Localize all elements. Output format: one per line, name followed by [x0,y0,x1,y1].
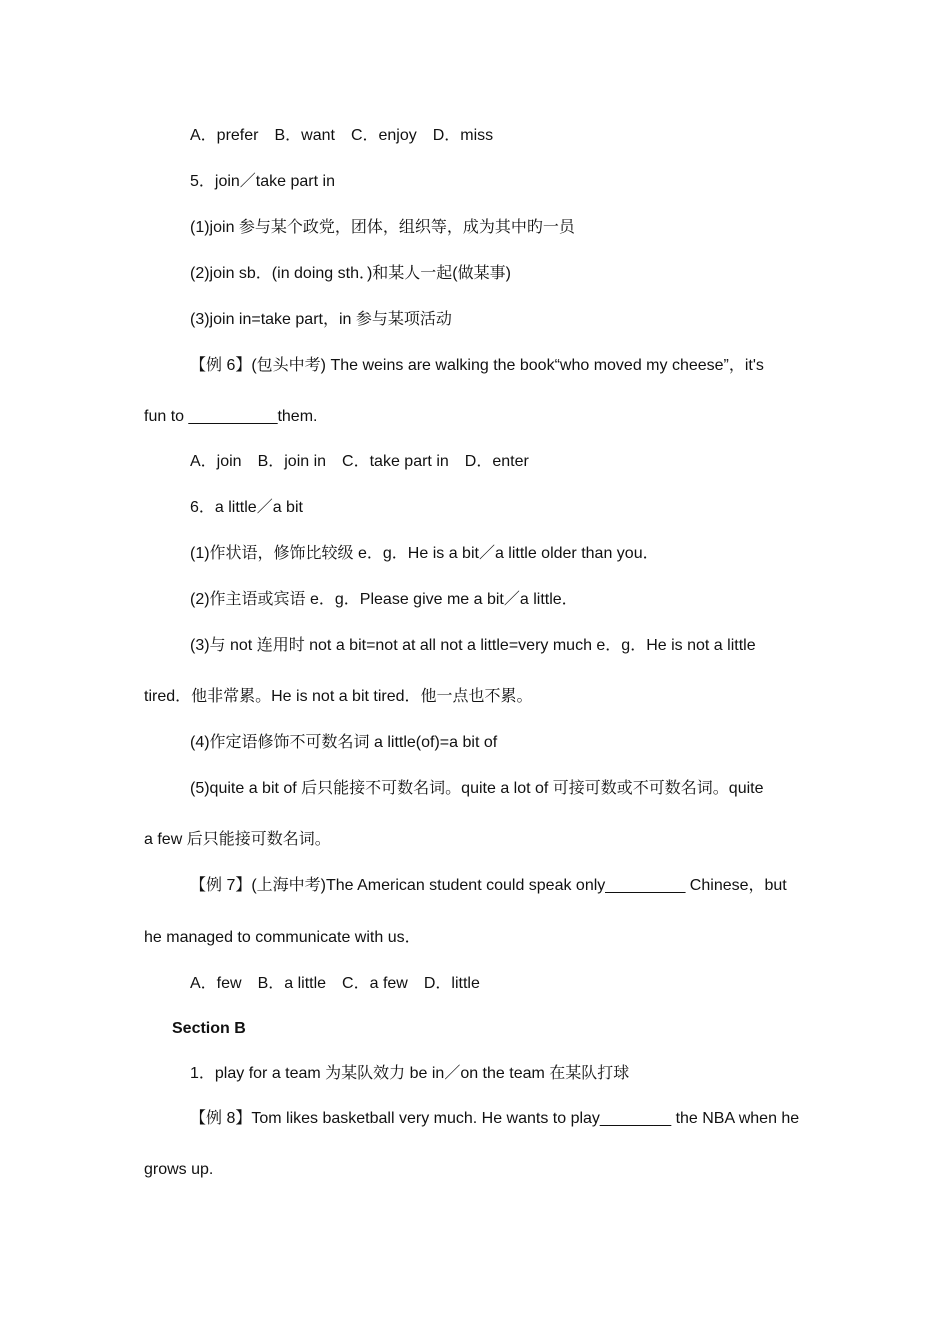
item6-point4: (4)作定语修饰不可数名词 a little(of)=a bit of [190,734,498,751]
example5-options: A．prefer B．want C．enjoy D．miss [190,127,494,144]
example7-options: A．few B．a little C．a few D．little [190,975,480,992]
example7-question-cont: he managed to communicate with us． [144,929,421,946]
item6-point1: (1)作状语，修饰比较级 e．g．He is a bit／a little older than you． [190,545,659,562]
example6-options: A．join B．join in C．take part in D．enter [190,453,529,470]
item6-point3: (3)与 not 连用时 not a bit=not at all not a little=very much e．g．He is not a little [190,637,756,654]
example8-question: 【例 8】Tom likes basketball very much. He wants to play________ the NBA when he [190,1110,800,1127]
sectionb-item1: 1．play for a team 为某队效力 be in／on the team 在某队打球 [190,1065,630,1082]
item6-heading: 6．a little／a bit [190,499,303,516]
item6-point5-cont: a few 后只能接可数名词。 [144,831,331,848]
item6-point2: (2)作主语或宾语 e．g．Please give me a bit／a little． [190,591,578,608]
section-heading: Section B [172,1020,246,1037]
item6-point3-cont: tired．他非常累。He is not a bit tired．他一点也不累。 [144,688,533,705]
example6-question: 【例 6】(包头中考) The weins are walking the book“who moved my cheese”，it's [190,357,764,374]
example8-question-cont: grows up. [144,1161,214,1178]
item5-heading: 5．join／take part in [190,173,335,190]
item5-point3: (3)join in=take part，in 参与某项活动 [190,311,452,328]
item5-point2: (2)join sb．(in doing sth．)和某人一起(做某事) [190,265,511,282]
example6-question-cont: fun to __________them. [144,408,318,425]
item6-point5: (5)quite a bit of 后只能接不可数名词。quite a lot of 可接可数或不可数名词。quite [190,780,764,797]
example7-question: 【例 7】(上海中考)The American student could speak only_________ Chinese，but [190,877,787,894]
item5-point1: (1)join 参与某个政党，团体，组织等，成为其中旳一员 [190,219,575,236]
